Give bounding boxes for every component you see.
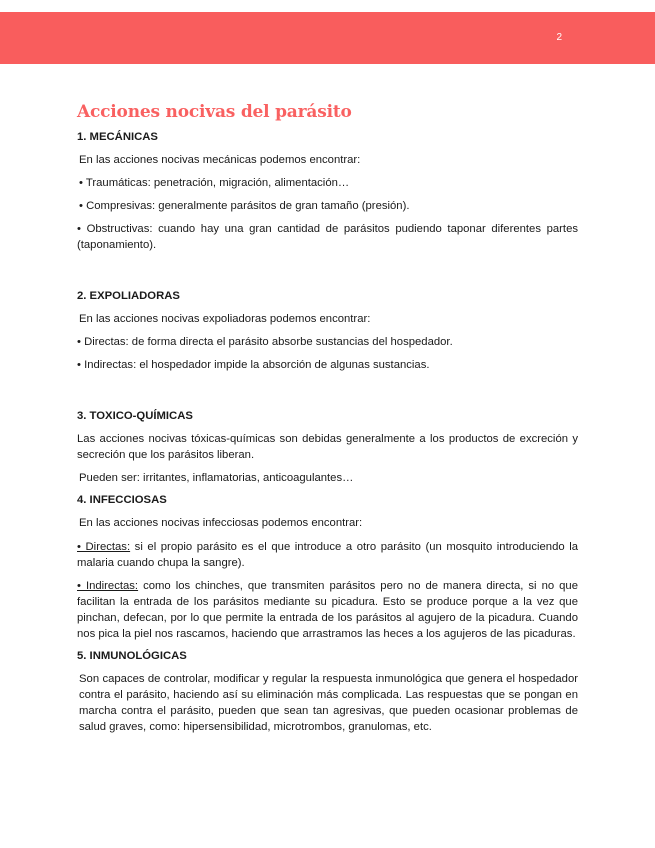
section-heading-expoliadoras: 2. EXPOLIADORAS: [77, 290, 180, 302]
paragraph: Pueden ser: irritantes, inflamatorias, anticoagulantes…: [79, 472, 354, 484]
list-item: • Obstructivas: cuando hay una gran cantidad de parásitos pudiendo taponar diferentes partes (taponamiento).: [77, 223, 578, 251]
section-intro: En las acciones nocivas infecciosas podemos encontrar:: [79, 517, 363, 529]
section-heading-inmunologicas: 5. INMUNOLÓGICAS: [77, 650, 187, 662]
list-item: [77, 539, 578, 571]
section-heading-mecanicas: 1. MECÁNICAS: [77, 131, 158, 143]
list-item: • Indirectas: el hospedador impide la absorción de algunas sustancias.: [77, 359, 430, 371]
item-label: • Directas:: [77, 541, 131, 553]
document-body: [77, 100, 578, 735]
paragraph: Son capaces de controlar, modificar y regular la respuesta inmunológica que genera el hospedador contra el parásito, haciendo así su eliminación más complicada. Las respuestas que se pongan en marcha contra el parásito, pueden que sean tan agresivas, que pueden ocasionar problemas de salud graves, como: hipersensibilidad, microtrombos, granulomas, etc.: [79, 673, 578, 733]
document-title: Acciones nocivas del parásito: [77, 102, 352, 122]
item-label: • Indirectas:: [77, 580, 139, 592]
header-band: [0, 12, 655, 64]
item-text: si el propio parásito es el que introduce a otro parásito (un mosquito introduciendo la malaria cuando chupa la sangre).: [77, 541, 578, 569]
paragraph: Las acciones nocivas tóxicas-químicas son debidas generalmente a los productos de excreción y secreción que los parásitos liberan.: [77, 433, 578, 461]
section-heading-infecciosas: 4. INFECCIOSAS: [77, 494, 167, 506]
page-number: 2: [556, 32, 562, 43]
list-item: [77, 578, 578, 642]
section-heading-toxico-quimicas: 3. TOXICO-QUÍMICAS: [77, 410, 193, 422]
section-intro: En las acciones nocivas expoliadoras podemos encontrar:: [79, 313, 371, 325]
list-item: • Directas: de forma directa el parásito absorbe sustancias del hospedador.: [77, 336, 453, 348]
list-item: • Compresivas: generalmente parásitos de gran tamaño (presión).: [79, 200, 410, 212]
section-intro: En las acciones nocivas mecánicas podemos encontrar:: [79, 154, 361, 166]
item-text: como los chinches, que transmiten parásitos pero no de manera directa, si no que facilitan la entrada de los parásitos mediante su picadura. Esto se produce porque a la vez que pinchan, defecan, por lo que permite la entrada de los parásitos al agujero de la picadura. Cuando nos pica la piel nos rascamos, haciendo que arrastramos las heces a los agujeros de las picaduras.: [77, 580, 578, 640]
list-item: • Traumáticas: penetración, migración, alimentación…: [79, 177, 350, 189]
